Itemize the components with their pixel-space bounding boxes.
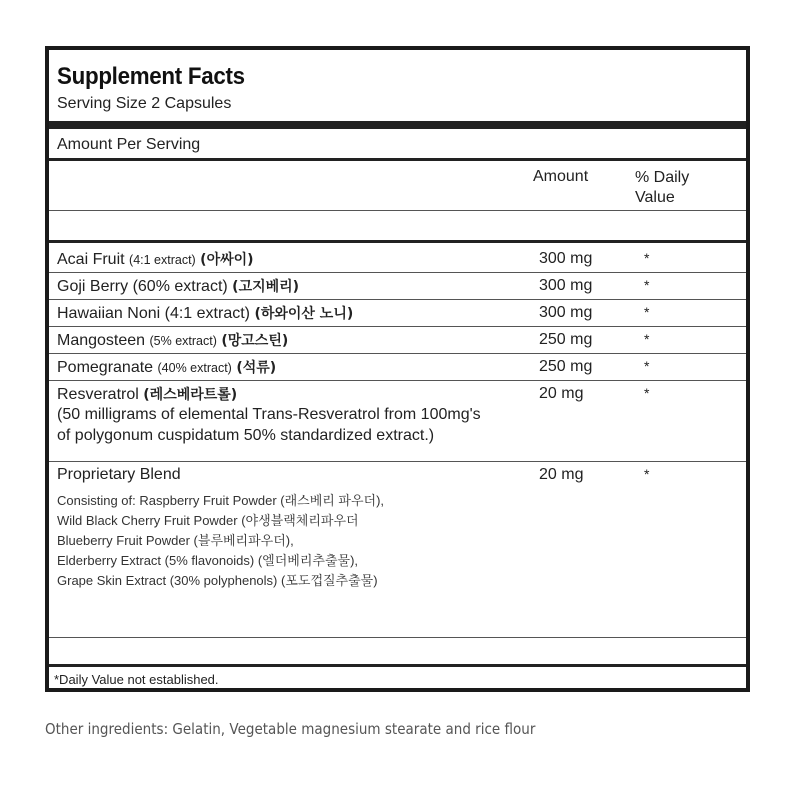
panel-title: Supplement Facts bbox=[57, 63, 245, 90]
divider bbox=[49, 299, 746, 300]
blend-amount: 20 mg bbox=[539, 466, 584, 483]
other-ingredients: Other ingredients: Gelatin, Vegetable magnesium stearate and rice flour bbox=[45, 720, 536, 738]
daily-value-marker: * bbox=[644, 466, 650, 482]
ingredient-name: Mangosteen bbox=[57, 332, 146, 349]
ingredient-extract: (60% extract) bbox=[132, 278, 228, 295]
ingredient-amount: 250 mg bbox=[539, 358, 593, 375]
amount-column-header: Amount bbox=[533, 168, 589, 185]
ingredient-korean-name: (하와이산 노니) bbox=[254, 306, 354, 322]
resveratrol-note: of polygonum cuspidatum 50% standardized extract.) bbox=[57, 427, 435, 444]
blend-ingredient-line: Grape Skin Extract (30% polyphenols) (포도껍질추출물) bbox=[57, 573, 378, 588]
daily-value-marker: * bbox=[644, 277, 650, 293]
ingredient-amount: 300 mg bbox=[539, 250, 593, 267]
divider bbox=[49, 326, 746, 327]
divider bbox=[49, 210, 746, 211]
ingredient-extract: (40% extract) bbox=[157, 361, 232, 375]
ingredient-korean-name: (아싸이) bbox=[200, 252, 254, 268]
blend-ingredient-line: Elderberry Extract (5% flavonoids) (엘더베리추출물), bbox=[57, 553, 359, 568]
ingredient-amount: 300 mg bbox=[539, 277, 593, 294]
divider bbox=[49, 240, 746, 243]
ingredient-amount: 20 mg bbox=[539, 385, 584, 402]
daily-value-marker: * bbox=[644, 331, 650, 347]
blend-ingredient-line: Consisting of: Raspberry Fruit Powder (래스베리 파우더), bbox=[57, 493, 385, 508]
daily-value-marker: * bbox=[644, 358, 650, 374]
supplement-facts-panel bbox=[45, 46, 750, 692]
ingredient-amount: 300 mg bbox=[539, 304, 593, 321]
ingredient-name: Hawaiian Noni bbox=[57, 305, 161, 322]
ingredient-extract: (4:1 extract) bbox=[129, 253, 196, 267]
blend-name: Proprietary Blend bbox=[57, 466, 181, 483]
ingredient-korean-name: (레스베라트롤) bbox=[143, 387, 238, 403]
blend-ingredient-line: Wild Black Cherry Fruit Powder (야생블랙체리파우더 bbox=[57, 513, 359, 528]
ingredient-amount: 250 mg bbox=[539, 331, 593, 348]
daily-value-marker: * bbox=[644, 385, 650, 401]
ingredient-korean-name: (석류) bbox=[236, 360, 277, 376]
daily-value-footnote: *Daily Value not established. bbox=[54, 672, 219, 687]
ingredient-name: Acai Fruit bbox=[57, 251, 125, 268]
resveratrol-note: (50 milligrams of elemental Trans-Resveratrol from 100mg's bbox=[57, 406, 481, 423]
divider bbox=[49, 461, 746, 462]
ingredient-korean-name: (망고스틴) bbox=[221, 333, 289, 349]
divider bbox=[49, 158, 746, 161]
amount-per-serving-label: Amount Per Serving bbox=[57, 136, 201, 153]
divider bbox=[49, 380, 746, 381]
daily-value-marker: * bbox=[644, 250, 650, 266]
thick-divider bbox=[49, 121, 746, 129]
daily-value-marker: * bbox=[644, 304, 650, 320]
ingredient-extract: (5% extract) bbox=[149, 334, 217, 348]
daily-value-column-header: % Daily Value bbox=[635, 169, 690, 206]
divider bbox=[49, 664, 746, 667]
ingredient-extract: (4:1 extract) bbox=[164, 305, 250, 322]
ingredient-korean-name: (고지베리) bbox=[232, 279, 300, 295]
divider bbox=[49, 272, 746, 273]
divider bbox=[49, 637, 746, 638]
blend-ingredient-line: Blueberry Fruit Powder (블루베리파우더), bbox=[57, 533, 294, 548]
ingredient-name: Pomegranate bbox=[57, 359, 154, 376]
serving-size: Serving Size 2 Capsules bbox=[57, 95, 232, 112]
ingredient-name: Goji Berry bbox=[57, 278, 129, 295]
divider bbox=[49, 353, 746, 354]
ingredient-name: Resveratrol bbox=[57, 386, 139, 403]
